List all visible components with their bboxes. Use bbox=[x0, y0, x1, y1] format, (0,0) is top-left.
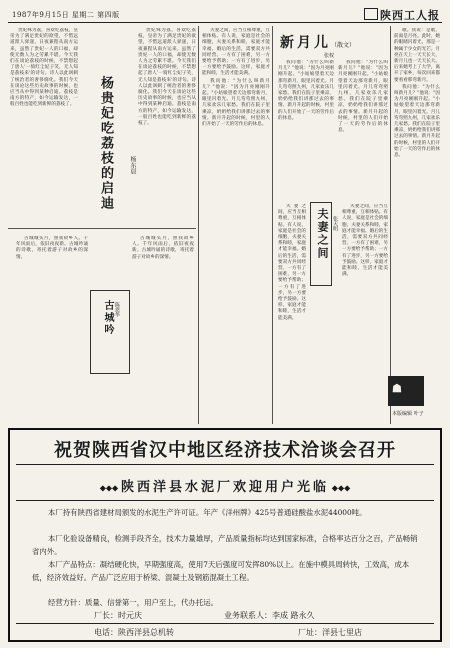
article-yang-text: 贵妃殊为荔，喜欢吃荔枝，皇帝为了满足贵妃的欲望，不惜远道派人驿递，日夜兼程从南方运来，虽然了贵妃一人的口福，却使无数人为之劳累不堪。今天我们在谈论荔枝的时候，不禁想起了唐人'一骑红尘妃子笑，无人知是荔枝来'的诗句。诗人以此讽刺了统治者的奢侈腐化。我们今天在谈论这些历史故事的时候，也应当从中得到某种启迪。荔枝是南方的特产，如今运输发达，一般百姓也能吃到新鲜的荔枝了。 bbox=[10, 28, 78, 108]
ad-rule-bottom bbox=[16, 623, 434, 624]
column-divider-3 bbox=[390, 26, 391, 424]
ornament-right-icon: ◆◆◆ bbox=[329, 482, 351, 493]
column-divider bbox=[198, 26, 199, 424]
article-fuqi-title: 夫妻之间 bbox=[316, 208, 329, 260]
column-divider-2 bbox=[272, 26, 273, 424]
ad-rule-top bbox=[16, 464, 434, 465]
ad-rule-mid bbox=[16, 500, 434, 501]
emblem-glyph: ☗ bbox=[392, 382, 402, 395]
ad-paragraph-4: 经营方针：质量、信誉第一，用户至上，代办托运。 bbox=[48, 598, 218, 607]
advertisement bbox=[8, 428, 442, 642]
ad-subhead: ◆◆◆ 陕西洋县水泥厂欢迎用户光临 ◆◆◆ bbox=[99, 480, 351, 495]
decorative-emblem bbox=[388, 376, 424, 406]
article-yang-title: 杨贵妃吃荔枝的启迪 bbox=[98, 76, 113, 211]
ad-address: 厂址：洋县七里店 bbox=[298, 628, 362, 637]
ad-paragraph-3: 本厂产品特点：凝结硬化快，早期强度高，使用7天后强度可发挥80%以上。在施中模具周转快，工效高，成本低，经济效益好。产品广泛应用于桥梁、混凝土及钢筋混凝土工程。 bbox=[32, 560, 410, 582]
page-header bbox=[8, 6, 442, 23]
article-xinyue-author: 张权 bbox=[324, 53, 335, 59]
ad-paragraph-1: 本厂持有陕西省建材局颁发的水泥生产许可证。年产《洋州牌》425号普通硅酸盐水泥44000吨。 bbox=[48, 508, 367, 517]
article-fuqi-text-2: 夫妻之间，应当互相尊重，互相体贴。有人说，家庭是社会的细胞，夫妻关系和睦，家庭才能幸福。婚后的生活，需要双方共同经营。一方有了困难，另一方要给予帮助；一方有了进步，另一方要给予鼓励。这样，家庭才能和睦，生活才能美满。 bbox=[342, 204, 388, 278]
article-gucheng-text-2: 古城城头月，照我故乡人。千年风雨后，依旧夜夜新。古城吟诵的诗歌，寄托着游子对故乡的深情。 bbox=[132, 236, 194, 260]
article-xinyue-title: 新月儿（散文） bbox=[280, 35, 356, 51]
article-fuqi-text: 夫妻之间，应当互相尊重，互相体贴。有人说，家庭是社会的细胞，夫妻关系和睦，家庭才能幸福。婚后的生活，需要双方共同经营。一方有了困难，另一方要给予帮助；一方有了进步，另一方要给予鼓励。这样，家庭才能和睦，生活才能美满。 bbox=[278, 204, 306, 321]
article-xinyue-genre: （散文） bbox=[331, 42, 356, 49]
section-divider bbox=[8, 228, 196, 229]
article-xinyue-text: 我问他："为什么叫新月儿？"他说："因为月亮刚刚升起。"小姑娘望着天边那弯新月，眼里闪着光。月儿弯弯照九州，几家欢乐几家愁。我们在院子里乘凉，奶奶给我们讲那过去的事情。新月升起的时候，村里的人们开始了一天的劳作后的休息。 bbox=[278, 60, 334, 121]
ornament-left-icon: ◆◆◆ bbox=[99, 482, 121, 493]
article-fuqi-author: 张天明 bbox=[332, 216, 338, 231]
ad-headline: 祝贺陕西省汉中地区经济技术洽谈会召开 bbox=[54, 440, 396, 461]
masthead-title: 陕西工人报 bbox=[380, 9, 440, 22]
ad-contacts: 业务联系人：李成 路永久 bbox=[224, 611, 315, 620]
newspaper-page bbox=[8, 6, 442, 642]
article-yang-text-2: 贵妃殊为荔，喜欢吃荔枝，皇帝为了满足贵妃的欲望，不惜远道派人驿递，日夜兼程从南方运来，虽然了贵妃一人的口福，却使无数人为之劳累不堪。今天我们在谈论荔枝的时候，不禁想起了唐人'一骑红尘妃子笑，无人知是荔枝来'的诗句。诗人以此讽刺了统治者的奢侈腐化。我们今天在谈论这些历史故事的时候，也应当从中得到某种启迪。荔枝是南方的特产，如今运输发达，一般百姓也能吃到新鲜的荔枝了。 bbox=[138, 28, 196, 127]
ad-factory-head: 厂长：时元庆 bbox=[94, 611, 142, 620]
article-middle-text: 夫妻之间，应当互相尊重，互相体贴。有人说，家庭是社会的细胞，夫妻关系和睦，家庭才能幸福。婚后的生活，需要双方共同经营。一方有了困难，另一方要给予帮助；一方有了进步，另一方要给予鼓励。这样，家庭才能和睦，生活才能美满。 我问他："为什么叫新月儿？"他说："因为月亮刚刚升起。"小姑娘望着天边那弯新月，眼里闪着光。月儿弯弯照九州，几家欢乐几家愁。我们在院子里乘凉，奶奶给我们讲那过去的事情。新月升起的时候，村里的人们开始了一天的劳作后的休息。 bbox=[202, 28, 270, 128]
ad-paragraph-2: 本厂化验设备精良，检测手段齐全，技术力量雄厚，产品质量指标均达到国家标准，合格率达百分之百，产品畅销省内外。 bbox=[32, 534, 418, 556]
masthead-logo-icon bbox=[364, 8, 378, 20]
masthead bbox=[364, 7, 440, 23]
issue-date: 1987年9月15日 星期二 第四版 bbox=[12, 11, 120, 19]
article-right-text: 歌。我说：是歌，前面是月亮。此时，她的眼睛闪着光，那是一种属于少女的光芒。月亮在天上一天天长大，新月儿也一天天长大。后来她考上了大学，离开了家乡，每次回来都要看看那弯新月。 我问他："为什么叫新月儿？"他说："因为月亮刚刚升起。"小姑娘望着天边那弯新月，眼里闪着光。月儿弯弯照九州，几家欢乐几家愁。我们在院子里乘凉，奶奶给我们讲那过去的事情。新月升起的时候，村里的人们开始了一天的劳作后的休息。 bbox=[394, 28, 440, 159]
article-xinyue-text-2: 我问他："为什么叫新月儿？"他说："因为月亮刚刚升起。"小姑娘望着天边那弯新月，眼里闪着光。月儿弯弯照九州，几家欢乐几家愁。我们在院子里乘凉，奶奶给我们讲那过去的事情。新月升起的时候，村里的人们开始了一天的劳作后的休息。 bbox=[338, 60, 388, 134]
editor-caption: 本版编辑 叶子 bbox=[392, 411, 424, 417]
article-gucheng-text: 古城城头月，照我故乡人。千年风雨后，依旧夜夜新。古城吟诵的诗歌，寄托着游子对故乡的深情。 bbox=[16, 236, 88, 260]
article-gucheng-title: 古城吟 bbox=[102, 300, 113, 336]
article-yang-author: 杨东晨 bbox=[129, 156, 136, 174]
article-gucheng-author: 陈恩华 bbox=[114, 302, 120, 317]
ad-phone: 电话：陕西洋县总机转 bbox=[94, 628, 174, 637]
